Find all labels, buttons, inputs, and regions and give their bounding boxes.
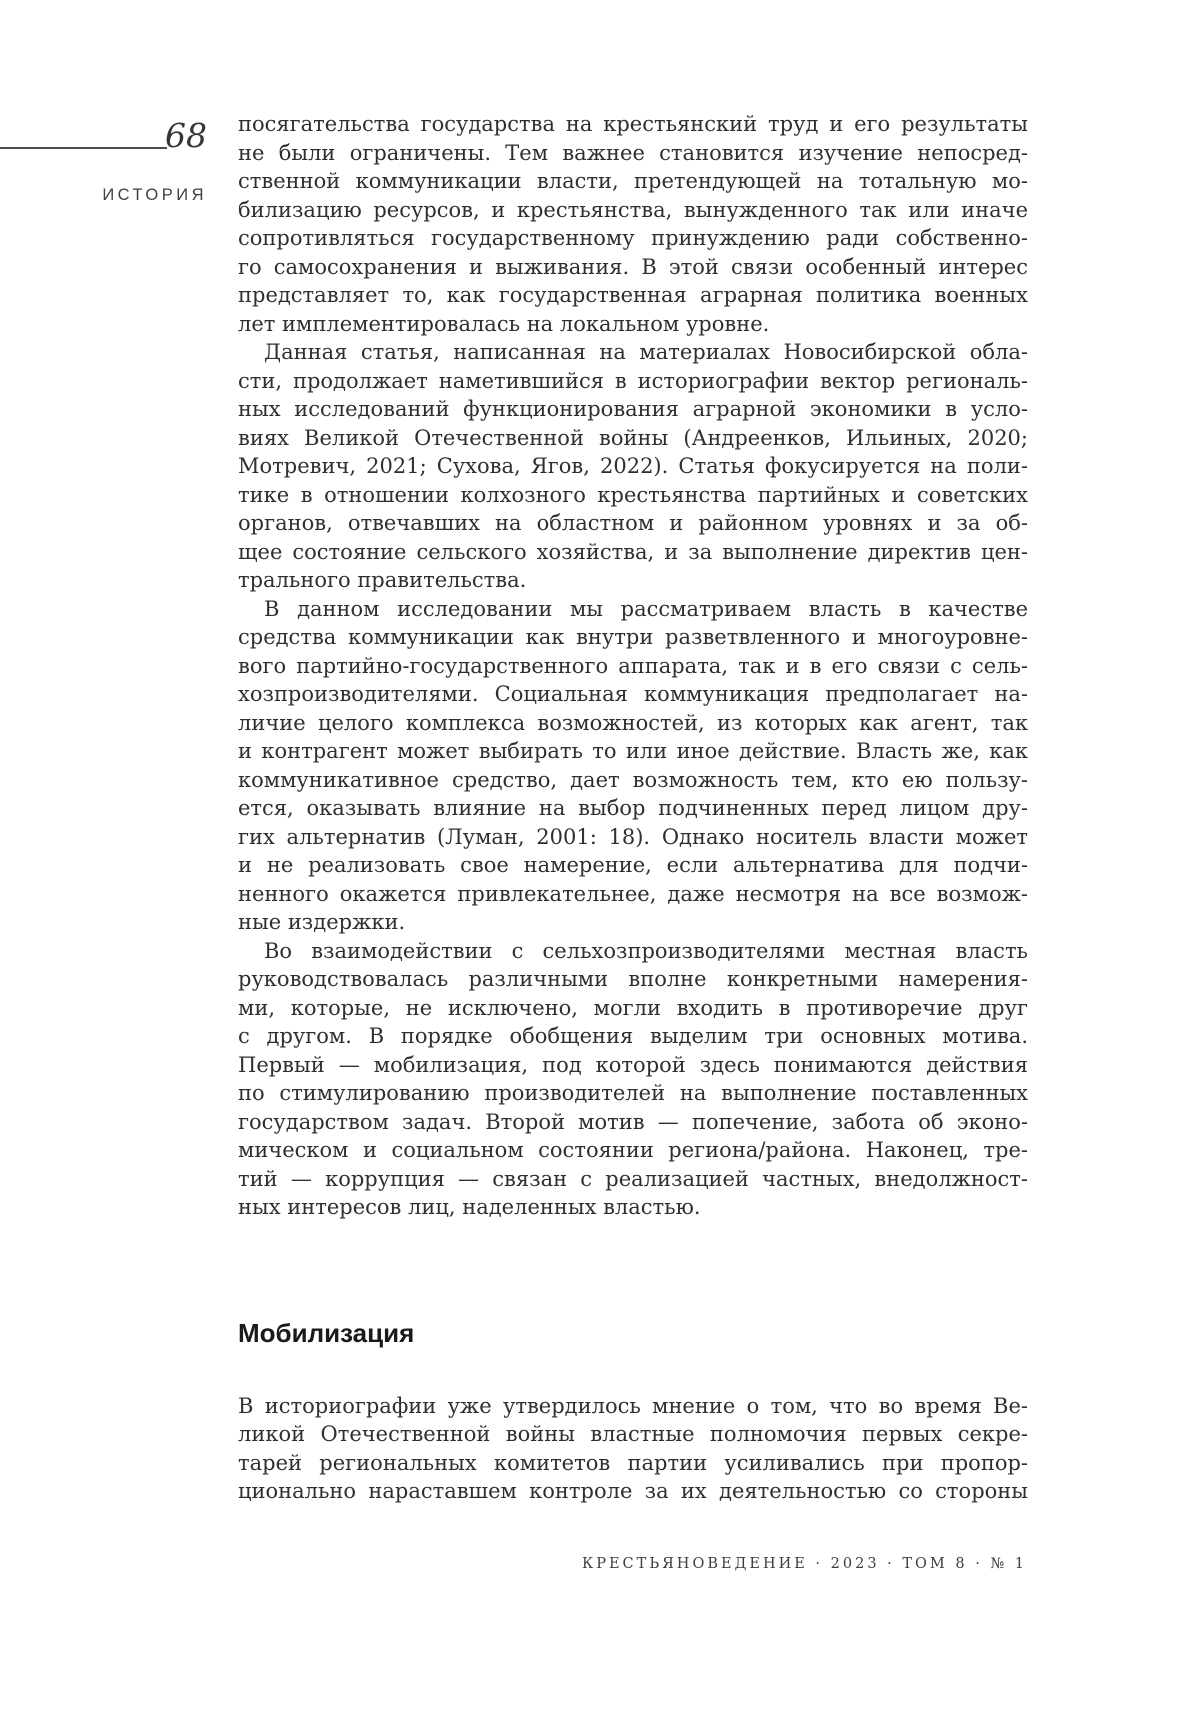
text-line: В данном исследовании мы рассматриваем власть в качестве: [264, 596, 1028, 621]
text-line: и не реализовать свое намерение, если альтернатива для подчи-: [238, 853, 1028, 877]
text-line: вого партийно-государственного аппарата, так и в его связи с сель-: [238, 653, 1028, 678]
text-line: тий — коррупция — связан с реализацией частных, внедолжност-: [238, 1166, 1028, 1191]
text-line: средства коммуникации как внутри разветвленного и многоуровне-: [238, 625, 1028, 649]
text-line: го самосохранения и выживания. В этой связи особенный интерес: [238, 254, 1028, 279]
text-line: билизацию ресурсов, и крестьянства, вынужденного так или иначе: [238, 197, 1028, 222]
section-label: ИСТОРИЯ: [102, 186, 207, 204]
text-line: с другом. В порядке обобщения выделим три основных мотива.: [238, 1024, 1028, 1048]
text-line: гих альтернатив (Луман, 2001: 18). Однако носитель власти может: [238, 824, 1028, 849]
text-line: трального правительства.: [238, 568, 527, 592]
text-line: ционально нараставшем контроле за их деятельностью со стороны: [238, 1479, 1028, 1503]
text-line: руководствовалась различными вполне конкретными намерения-: [238, 967, 1028, 991]
paragraph: [238, 595, 1028, 937]
text-line: представляет то, как государственная аграрная политика военных: [238, 283, 1028, 307]
text-line: органов, отвечавших на областном и районном уровнях и за об-: [238, 511, 1028, 535]
article-body: [238, 110, 1028, 1506]
text-line: Во взаимодействии с сельхозпроизводителями местная власть: [264, 938, 1028, 963]
text-line: посягательства государства на крестьянский труд и его результаты: [238, 112, 1028, 136]
text-line: ми, которые, не исключено, могли входить в противоречие друг: [238, 995, 1028, 1020]
text-line: ется, оказывать влияние на выбор подчиненных перед лицом дру-: [238, 796, 1028, 820]
page-number: 68: [165, 116, 207, 155]
text-line: коммуникативное средство, дает возможность тем, кто ею пользу-: [238, 767, 1028, 792]
section-heading: Мобилизация: [238, 1317, 415, 1348]
paragraph: [238, 937, 1028, 1222]
text-line: щее состояние сельского хозяйства, и за выполнение директив цен-: [238, 539, 1028, 564]
text-line: Первый — мобилизация, под которой здесь понимаются действия: [238, 1052, 1028, 1077]
text-line: и контрагент может выбирать то или иное действие. Власть же, как: [238, 739, 1028, 763]
text-line: ненного окажется привлекательнее, даже несмотря на все возмож-: [238, 881, 1028, 906]
text-line: тике в отношении колхозного крестьянства партийных и советских: [238, 482, 1028, 507]
text-line: сопротивляться государственному принуждению ради собственно-: [238, 226, 1028, 250]
text-line: виях Великой Отечественной войны (Андреенков, Ильиных, 2020;: [238, 425, 1028, 450]
text-line: ные издержки.: [238, 910, 406, 934]
text-line: мическом и социальном состоянии региона/района. Наконец, тре-: [238, 1138, 1028, 1162]
text-line: Мотревич, 2021; Сухова, Ягов, 2022). Статья фокусируется на поли-: [238, 454, 1028, 478]
paragraph: [238, 110, 1028, 338]
text-line: государством задач. Второй мотив — попечение, забота об эконо-: [238, 1109, 1028, 1134]
paragraph: [238, 1392, 1028, 1506]
text-line: ных исследований функционирования аграрной экономики в усло-: [238, 397, 1028, 421]
text-line: тарей региональных комитетов партии усиливались при пропор-: [238, 1450, 1028, 1475]
text-line: Данная статья, написанная на материалах Новосибирской обла-: [264, 340, 1028, 364]
text-line: по стимулированию производителей на выполнение поставленных: [238, 1081, 1028, 1105]
paragraph: [238, 338, 1028, 595]
text-line: лет имплементировалась на локальном уровне.: [238, 311, 770, 336]
text-line: сти, продолжает наметившийся в историографии вектор региональ-: [238, 368, 1028, 393]
text-line: личие целого комплекса возможностей, из которых как агент, так: [238, 710, 1028, 735]
text-line: ственной коммуникации власти, претендующей на тотальную мо-: [238, 169, 1028, 193]
text-line: ных интересов лиц, наделенных властью.: [238, 1195, 701, 1219]
text-line: В историографии уже утвердилось мнение о том, что во время Ве-: [238, 1393, 1028, 1418]
text-line: ликой Отечественной войны властные полномочия первых секре-: [238, 1422, 1028, 1446]
running-footer: КРЕСТЬЯНОВЕДЕНИЕ · 2023 · ТОМ 8 · № 1: [581, 1556, 1027, 1572]
text-line: не были ограничены. Тем важнее становится изучение непосред-: [238, 140, 1028, 165]
text-line: хозпроизводителями. Социальная коммуникация предполагает на-: [238, 682, 1028, 706]
